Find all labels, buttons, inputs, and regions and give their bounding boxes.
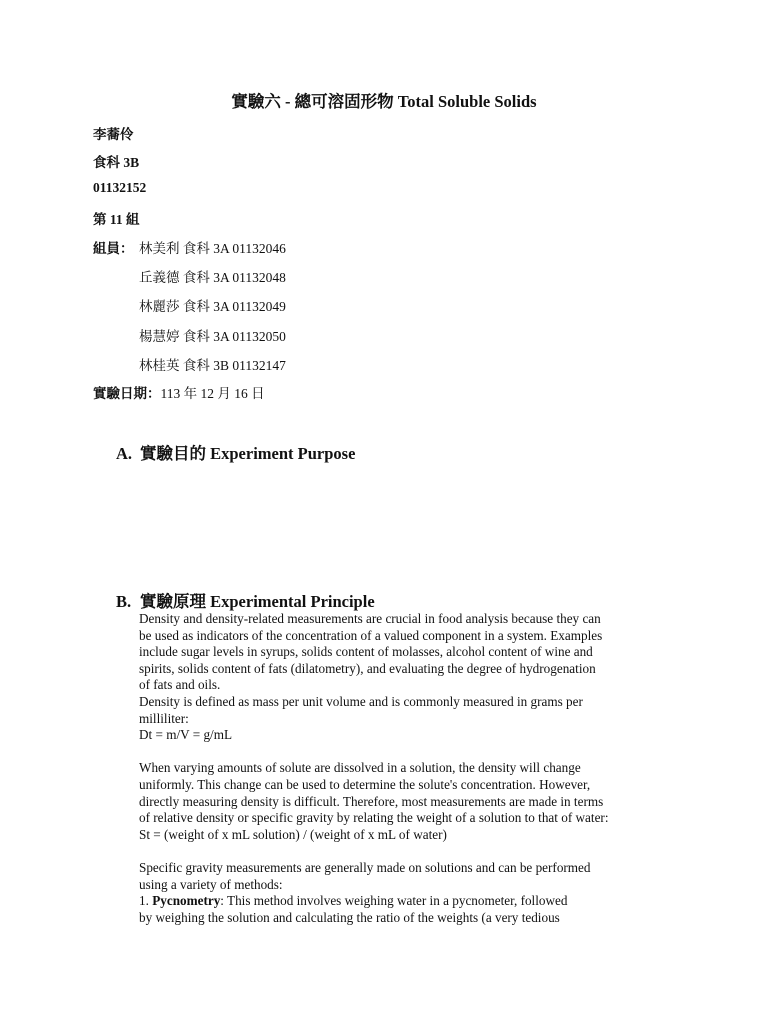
body-line: Specific gravity measurements are generally made on solutions and can be performed [139, 859, 591, 875]
date-value: 113 年 12 月 16 日 [160, 386, 265, 401]
body-line: directly measuring density is difficult. Therefore, most measurements are made in terms [139, 793, 604, 809]
body-line: by weighing the solution and calculating the ratio of the weights (a very tedious [139, 909, 560, 925]
section-b-body [139, 611, 649, 926]
experiment-date [93, 382, 265, 402]
member-item: 楊慧婷 食科 3A 01132050 [139, 329, 286, 344]
section-b-number: B. [116, 592, 132, 611]
section-b-title: 實驗原理 Experimental Principle [140, 592, 375, 611]
body-line: milliliter: [139, 710, 189, 726]
member-item: 林桂英 食科 3B 01132147 [139, 358, 286, 373]
specific-gravity-formula: St = (weight of x mL solution) / (weight of x mL of water) [139, 826, 447, 842]
method-item-pycnometry: 1. Pycnometry: This method involves weighing water in a pycnometer, followed [139, 893, 568, 909]
body-line: Density and density-related measurements are crucial in food analysis because they can [139, 611, 601, 626]
date-label: 實驗日期： [93, 386, 161, 401]
body-line: Density is defined as mass per unit volume and is commonly measured in grams per [139, 693, 583, 709]
density-formula: Dt = m/V = g/mL [139, 727, 233, 743]
body-line: be used as indicators of the concentration of a valued component in a system. Examples [139, 627, 603, 643]
section-a-number: A. [116, 444, 133, 463]
body-line: of fats and oils. [139, 677, 221, 693]
body-line: of relative density or specific gravity by relating the weight of a solution to that of water: [139, 810, 609, 826]
section-a-title: 實驗目的 Experiment Purpose [140, 444, 356, 463]
class-label: 食科 3B [93, 155, 140, 170]
body-line: When varying amounts of solute are dissolved in a solution, the density will change [139, 760, 581, 776]
body-line: using a variety of methods: [139, 876, 283, 892]
body-line: include sugar levels in syrups, solids content of molasses, alcohol content of wine and [139, 644, 593, 660]
author-name: 李蕎伶 [93, 127, 134, 142]
section-b-heading [116, 588, 375, 612]
member-item: 林麗莎 食科 3A 01132049 [139, 299, 286, 314]
member-item: 丘義德 食科 3A 01132048 [139, 270, 286, 285]
student-id: 01132152 [93, 180, 147, 195]
member-item: 林美利 食科 3A 01132046 [139, 241, 286, 256]
body-line: uniformly. This change can be used to determine the solute's concentration. However, [139, 776, 591, 792]
members-label: 組員： [93, 241, 134, 256]
document-title: 實驗六 - 總可溶固形物 Total Soluble Solids [231, 92, 537, 111]
group-label: 第 11 組 [93, 212, 140, 227]
section-a-heading [116, 440, 355, 464]
method-term: Pycnometry [152, 893, 221, 909]
body-line: spirits, solids content of fats (dilatometry), and evaluating the degree of hydrogenation [139, 660, 596, 676]
